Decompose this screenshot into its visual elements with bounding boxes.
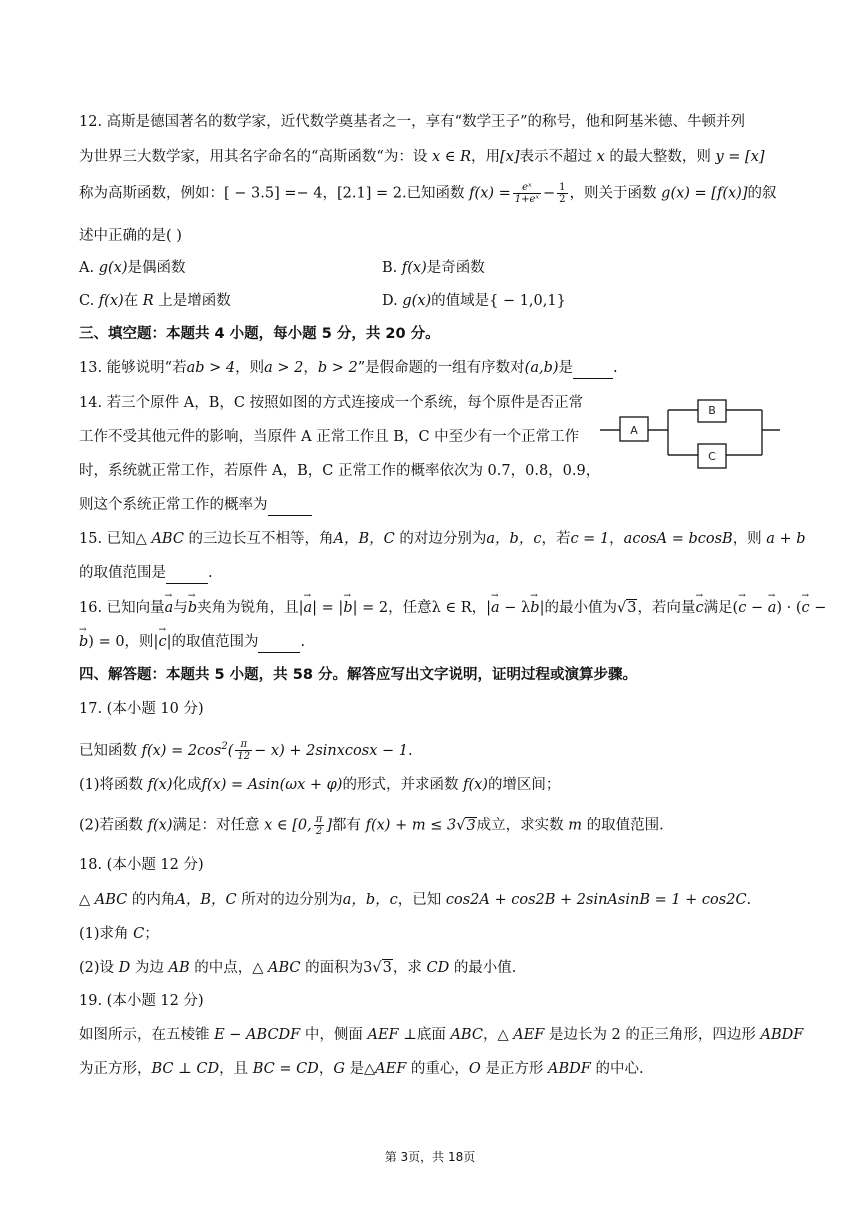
q17-fraction-2 <box>314 814 325 837</box>
q19-2a: 为正方形， <box>79 1061 152 1077</box>
q18-3f: ABC <box>268 960 301 976</box>
q13-h: (a,b) <box>524 360 559 376</box>
q18-1c: 的内角 <box>131 892 176 908</box>
q15-line1 <box>79 529 806 549</box>
q19-2m: 的中心. <box>595 1061 644 1077</box>
q13-answer-blank <box>573 358 613 379</box>
q12-option-b <box>382 258 485 278</box>
q15-f: a，b，c <box>486 531 542 547</box>
vector-a-3: → a <box>491 598 500 618</box>
q17-1b: f(x) = 2cos <box>141 742 222 759</box>
q17-head-text: 17. (本小题 10 分) <box>79 701 204 717</box>
option-d-math: g(x) <box>402 293 432 309</box>
q12-frac1-den: 1+eˣ <box>514 194 540 205</box>
q18-1g: ，已知 <box>397 892 442 908</box>
q15-g: ，若 <box>541 531 571 547</box>
q17-sqrt: 3 <box>466 817 476 834</box>
q15-i: ， <box>609 531 624 547</box>
q15-line2 <box>79 563 213 584</box>
q12-line1 <box>79 112 745 132</box>
q16-2a: ) = 0，则| <box>88 634 159 650</box>
q17-3c: 满足：对任意 <box>172 817 260 834</box>
q16-k: ) · ( <box>776 600 802 616</box>
q15-text-2: 的取值范围是 <box>79 565 166 581</box>
q14-text-2: 工作不受其他元件的影响，当原件 A 正常工作且 B，C 中至少有一个正常工作 <box>79 429 580 445</box>
q15-end: . <box>208 565 213 581</box>
vector-b-4: → b <box>79 632 88 652</box>
q12-math-2h: y = [x] <box>715 149 765 165</box>
q19-1a: 如图所示，在五棱锥 <box>79 1027 210 1043</box>
vector-a-2: → a <box>304 598 313 618</box>
q18-3i: ，求 <box>392 960 422 976</box>
section-4-text: 四、解答题：本题共 5 小题，共 58 分。解答应写出文字说明，证明过程或演算步骤。 <box>79 667 637 683</box>
q15-l: a + b <box>766 531 806 547</box>
q17-line3: (2)若函数 f(x)满足：对任意 x ∈ [0, $\frac{\pi}{2}$ ]都有 f(x) + m ≤ 3√3成立，求实数 m 的取值范围. <box>79 814 664 837</box>
q19-1g: ，△ <box>482 1027 509 1043</box>
q15-k: ，则 <box>732 531 762 547</box>
q17-3e: ] <box>326 817 332 834</box>
q18-3g: 的面积为 <box>305 960 364 976</box>
q18-1e: 所对的边分别为 <box>241 892 343 908</box>
q16-j: − <box>746 600 768 616</box>
q19-1f: ABC <box>450 1027 483 1043</box>
circuit-diagram <box>600 398 782 472</box>
q19-1d: AEF <box>367 1027 399 1043</box>
option-c-text1: 在 <box>123 293 139 309</box>
q19-1e: ⊥底面 <box>403 1027 446 1043</box>
q17-3h: 成立，求实数 <box>476 817 564 834</box>
q17-3g: f(x) + m ≤ 3 <box>365 817 457 834</box>
q17-3b: f(x) <box>147 817 173 834</box>
q12-text-3c: − <box>543 185 556 202</box>
q13-e: ， <box>303 360 318 376</box>
q18-heading <box>79 855 204 875</box>
q16-f: − λ <box>499 600 531 616</box>
q15-c: 的三边长互不相等，角 <box>188 531 334 547</box>
vector-c: → c <box>695 598 703 618</box>
q18-2b: C <box>133 926 145 942</box>
q12-text-2c: ，用 <box>470 149 500 165</box>
vector-c-3: → c <box>802 598 810 618</box>
q18-3h: 3 <box>363 960 373 976</box>
q12-frac1-num: eˣ <box>513 182 541 194</box>
option-c-math2: R <box>142 293 154 309</box>
q19-2e: ， <box>318 1061 334 1077</box>
q17-1c: ( <box>227 742 234 759</box>
q12-math-2b: x ∈ R <box>431 149 471 165</box>
q18-line1 <box>79 890 751 910</box>
q14-text-3: 时，系统就正常工作，若原件 A，B，C 正常工作的概率依次为 0.7，0.8，0.9， <box>79 463 601 479</box>
q12-option-a <box>79 258 185 278</box>
q17-frac-den: 12 <box>237 751 251 763</box>
q18-1a: △ <box>79 892 91 908</box>
option-c-math: f(x) <box>98 293 124 309</box>
q12-fraction-2 <box>557 182 567 205</box>
q16-line1: 16. 已知向量→ a与→ b夹角为锐角，且|→ a| = |→ b| = 2，任意λ ∈ R，|→ a − λ→ b|的最小值为√3，若向量→ c满足(→ c − → a) · (→ c − <box>79 598 826 618</box>
box-a-label: A <box>630 424 638 437</box>
q12-text-2e: 表示不超过 <box>519 149 592 165</box>
page-number: 第 3页，共 18页 <box>384 1150 476 1164</box>
q18-3d: AB <box>168 960 190 976</box>
q12-text-4: 述中正确的是( ) <box>79 228 182 244</box>
q18-1f: a，b，c <box>342 892 398 908</box>
q16-l: − <box>809 600 827 616</box>
q14-text-4: 则这个系统正常工作的概率为 <box>79 497 268 513</box>
q19-heading <box>79 991 204 1011</box>
q19-2g: 是△ <box>349 1061 376 1077</box>
q17-2a: (1)将函数 <box>79 777 144 793</box>
vector-b: → b <box>188 598 197 618</box>
q16-c: 夹角为锐角，且| <box>197 600 304 616</box>
vector-c-2: → c <box>738 598 746 618</box>
option-a-text: 是偶函数 <box>127 260 186 276</box>
vector-c-4: → c <box>158 632 166 652</box>
q15-a: 15. 已知△ <box>79 531 147 547</box>
q13-d: a > 2 <box>264 360 304 376</box>
q14-text-1: 14. 若三个原件 A，B，C 按照如图的方式连接成一个系统，每个原件是否正常 <box>79 395 584 411</box>
q16-a: 16. 已知向量 <box>79 600 165 616</box>
q17-2f: f(x) <box>463 777 488 793</box>
q19-2k: 是正方形 <box>485 1061 544 1077</box>
q16-e: | = 2，任意λ ∈ R，| <box>352 600 492 616</box>
q18-3c: 为边 <box>134 960 164 976</box>
q12-fraction-1 <box>513 182 541 205</box>
q19-line2 <box>79 1059 644 1079</box>
page-number-footer <box>0 1148 860 1165</box>
box-c-label: C <box>708 450 716 463</box>
q12-frac2-den: 2 <box>559 194 566 205</box>
section-4-heading <box>79 665 637 685</box>
q18-head-text: 18. (本小题 12 分) <box>79 857 204 873</box>
q13-b: ab > 4 <box>186 360 236 376</box>
q16-line2 <box>79 632 305 653</box>
q18-3a: (2)设 <box>79 960 115 976</box>
q13-c: ，则 <box>235 360 265 376</box>
q13-line <box>79 358 618 379</box>
q15-b: ABC <box>151 531 184 547</box>
q19-1i: 是边长为 2 的正三角形，四边形 <box>548 1027 756 1043</box>
vector-b-2: → b <box>343 598 352 618</box>
q17-heading <box>79 699 204 719</box>
q14-line3 <box>79 461 600 481</box>
q19-2f: G <box>333 1061 345 1077</box>
q18-3e: 的中点，△ <box>194 960 264 976</box>
q14-line4 <box>79 495 312 516</box>
q14-answer-blank <box>268 495 312 516</box>
option-a-label: A. <box>79 260 95 276</box>
option-c-label: C. <box>79 293 95 309</box>
q12-text-2a: 为世界三大数学家，用其名字命名的“高斯函数“为：设 <box>79 149 428 165</box>
q15-h: c = 1 <box>570 531 610 547</box>
q17-2g: 的增区间； <box>487 777 561 793</box>
q12-math-2f: x <box>596 149 605 165</box>
section-3-heading <box>79 324 440 344</box>
q17-sup: 2 <box>221 741 228 752</box>
q18-3j: CD <box>426 960 450 976</box>
q12-line2 <box>79 147 765 167</box>
q19-2j: O <box>468 1061 481 1077</box>
q19-2h: AEF <box>375 1061 407 1077</box>
q17-line1 <box>79 737 413 762</box>
q18-line3: (2)设 D 为边 AB 的中点，△ ABC 的面积为3√3，求 CD 的最小值. <box>79 960 517 976</box>
vector-a: → a <box>165 598 174 618</box>
q19-1b: E − ABCDF <box>214 1027 301 1043</box>
q18-1i: . <box>746 892 752 908</box>
option-a-math: g(x) <box>98 260 128 276</box>
q16-h: ，若向量 <box>637 600 696 616</box>
q18-3b: D <box>118 960 131 976</box>
option-d-label: D. <box>382 293 398 309</box>
q18-2a: (1)求角 <box>79 926 129 942</box>
q12-option-c <box>79 291 231 311</box>
q17-1a: 已知函数 <box>79 742 137 759</box>
q18-1h: cos2A + cos2B + 2sinAsinB = 1 + cos2C <box>445 892 747 908</box>
q14-line2 <box>79 427 579 447</box>
q12-text-3f: 的叙 <box>747 185 777 202</box>
q12-line3 <box>79 182 776 205</box>
q17-frac2-num: π <box>315 814 323 825</box>
option-b-label: B. <box>382 260 398 276</box>
q12-text-3d: ，则关于函数 <box>569 185 657 202</box>
q19-2b: BC ⊥ CD <box>151 1061 220 1077</box>
q16-end: . <box>300 634 306 650</box>
vector-b-3: → b <box>530 598 539 618</box>
q17-frac-num: π <box>235 739 252 751</box>
q18-2c: ； <box>144 926 159 942</box>
q17-3j: 的取值范围. <box>586 817 664 834</box>
q13-a: 13. 能够说明“若 <box>79 360 187 376</box>
q12-option-d <box>382 291 566 311</box>
option-d-text: 的值域是{ − 1,0,1} <box>431 293 566 309</box>
q19-line1 <box>79 1025 803 1045</box>
q18-1d: A，B，C <box>175 892 237 908</box>
q13-f: b > 2 <box>317 360 358 376</box>
q17-line2 <box>79 775 560 795</box>
q19-2i: 的重心， <box>410 1061 469 1077</box>
q17-3a: (2)若函数 <box>79 817 144 834</box>
q12-math-3b: f(x) = <box>469 185 511 202</box>
q13-g: ”是假命题的一组有序数对 <box>357 360 525 376</box>
q15-answer-blank <box>166 563 208 584</box>
q12-text-2g: 的最大整数，则 <box>609 149 711 165</box>
q17-frac2-den: 2 <box>315 826 323 837</box>
q15-j: acosA = bcosB <box>623 531 733 547</box>
q12-line4 <box>79 226 182 246</box>
q16-b: 与 <box>173 600 188 616</box>
q16-d: | = | <box>312 600 344 616</box>
q19-2l: ABDF <box>548 1061 591 1077</box>
q14-line1 <box>79 393 583 413</box>
q17-fraction <box>235 739 252 762</box>
q13-i: 是 <box>558 360 574 376</box>
q15-e: 的对边分别为 <box>399 531 487 547</box>
q16-2b: |的取值范围为 <box>166 634 259 650</box>
q12-math-2d: [x] <box>499 149 520 165</box>
q16-i: 满足( <box>703 600 739 616</box>
q19-1c: 中，侧面 <box>304 1027 363 1043</box>
q17-3f: 都有 <box>332 817 361 834</box>
q19-1h: AEF <box>513 1027 545 1043</box>
q12-frac2-num: 1 <box>559 182 566 193</box>
q17-3d: x ∈ [0, <box>264 817 312 834</box>
q15-d: A，B，C <box>333 531 395 547</box>
q12-text-3a: 称为高斯函数，例如：[ − 3.5] =− 4，[2.1] = 2.已知函数 <box>79 185 465 202</box>
q18-sqrt: 3 <box>382 960 392 976</box>
q17-2b: f(x) <box>147 777 173 793</box>
q19-head-text: 19. (本小题 12 分) <box>79 993 204 1009</box>
q17-2e: 的形式，并求函数 <box>342 777 459 793</box>
box-b-label: B <box>708 404 716 417</box>
q16-sqrt: 3 <box>627 600 637 616</box>
q17-1d: − x) + 2sinxcosx − 1. <box>254 742 413 759</box>
q16-answer-blank <box>258 632 300 653</box>
q16-g: |的最小值为 <box>539 600 617 616</box>
q12-text-1: 12. 高斯是德国著名的数学家，近代数学奠基者之一，享有“数学王子”的称号，他和阿基米德、牛顿并列 <box>79 114 745 130</box>
vector-a-4: → a <box>768 598 777 618</box>
q19-1j: ABDF <box>760 1027 804 1043</box>
q18-line2 <box>79 924 159 944</box>
q17-3i: m <box>568 817 583 834</box>
q19-2d: BC = CD <box>252 1061 319 1077</box>
q17-2d: f(x) = Asin(ωx + φ) <box>201 777 343 793</box>
q19-2c: ，且 <box>219 1061 249 1077</box>
q13-j: . <box>613 360 618 376</box>
option-b-math: f(x) <box>401 260 427 276</box>
q18-1b: ABC <box>94 892 128 908</box>
q12-math-3e: g(x) = [f(x)] <box>661 185 748 202</box>
option-c-text2: 上是增函数 <box>158 293 231 309</box>
option-b-text: 是奇函数 <box>426 260 485 276</box>
q18-3k: 的最小值. <box>453 960 517 976</box>
q17-2c: 化成 <box>172 777 202 793</box>
section-3-text: 三、填空题：本题共 4 小题，每小题 5 分，共 20 分。 <box>79 326 440 342</box>
